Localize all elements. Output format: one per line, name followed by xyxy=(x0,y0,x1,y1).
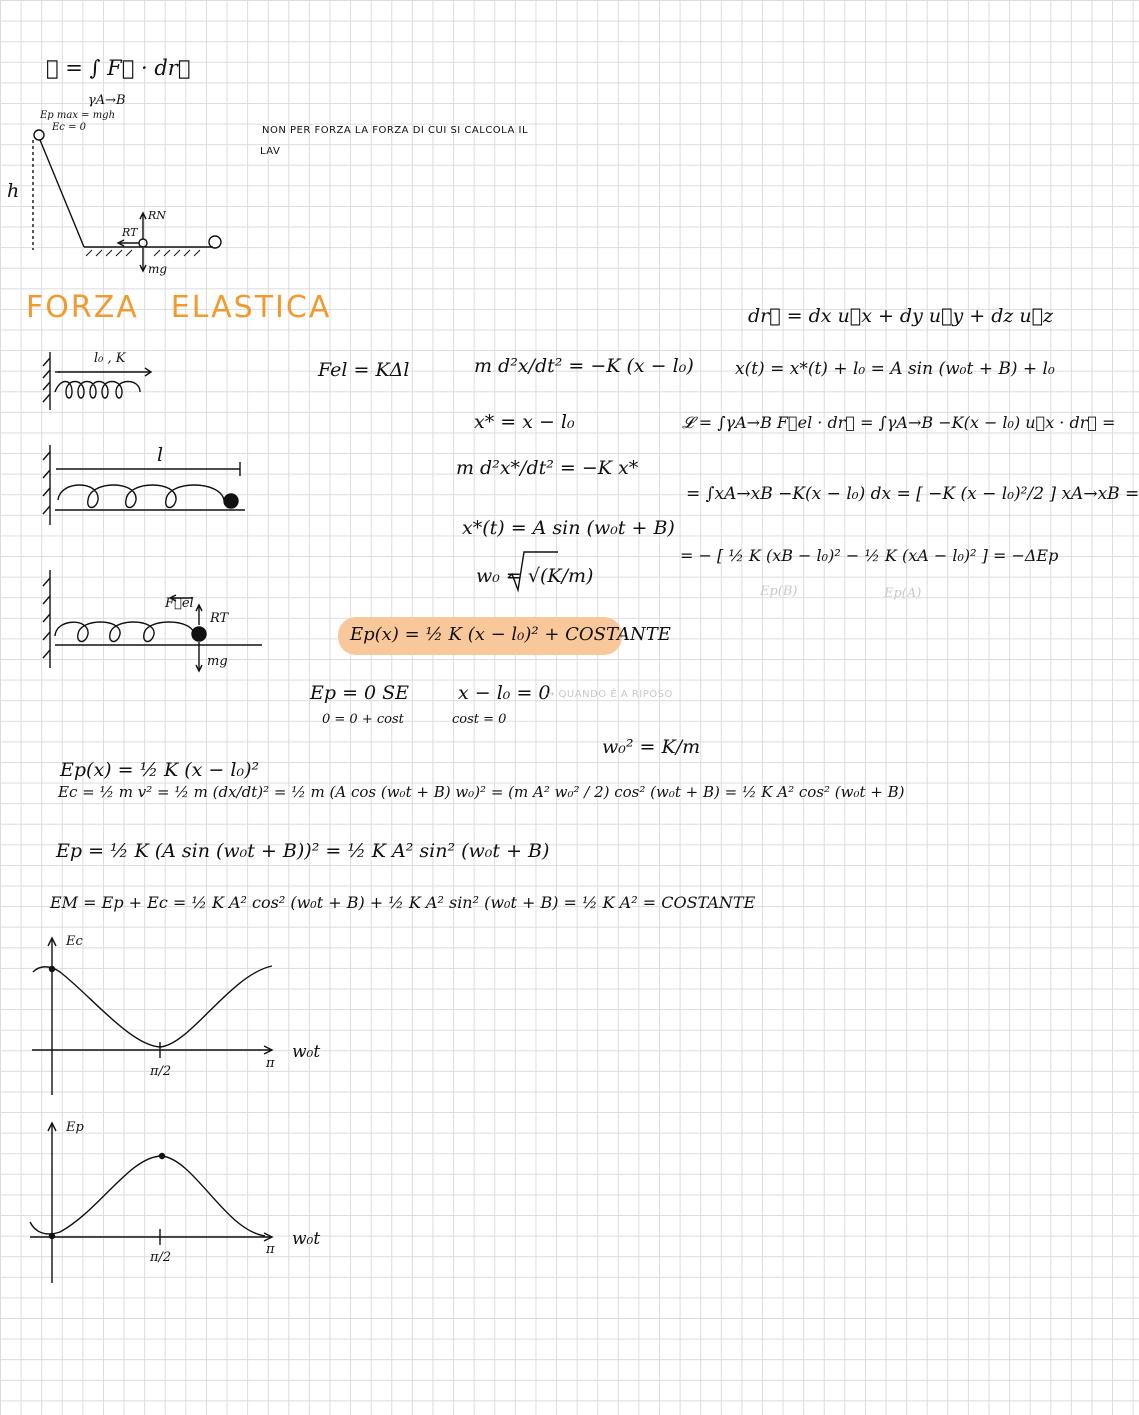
position-function: x(t) = x*(t) + l₀ = A sin (w₀t + B) + l₀ xyxy=(735,359,1055,379)
constant-equation-1: 0 = 0 + cost xyxy=(322,712,404,727)
note-line-2: LAV xyxy=(260,146,281,157)
reduced-equation: m d²x*/dt² = −K x* xyxy=(456,457,639,479)
work-integral-1: 𝓛 = ∫γA→B F⃗el · dr⃗ = ∫γA→B −K(x − l₀) u⃗x · dr⃗ = xyxy=(682,413,1116,432)
rt-label: RT xyxy=(122,226,138,239)
incline-diagram xyxy=(33,130,221,271)
graph1-end-label: π xyxy=(266,1056,275,1071)
rest-position-condition: x − l₀ = 0 xyxy=(458,682,551,704)
note-line-1: NON PER FORZA LA FORZA DI CUI SI CALCOLA IL xyxy=(262,125,529,136)
ec-zero-label: Ec = 0 xyxy=(52,122,86,133)
constant-equation-2: cost = 0 xyxy=(452,712,507,727)
angular-frequency-formula: w₀ = √(K/m) xyxy=(476,565,594,587)
work-path-label: γA→B xyxy=(88,93,126,108)
work-formula: 𝓛 = ∫ F⃗ · dr⃗ xyxy=(46,56,191,80)
height-label: h xyxy=(7,180,20,202)
displacement-vector: dr⃗ = dx u⃗x + dy u⃗y + dz u⃗z xyxy=(748,305,1054,327)
motion-equation: m d²x/dt² = −K (x − l₀) xyxy=(474,355,694,377)
ep-b-label: Ep(B) xyxy=(760,584,798,599)
rn-label: RN xyxy=(148,209,166,222)
w0-squared-formula: w₀² = K/m xyxy=(602,736,701,758)
graph1-tick-label: π/2 xyxy=(150,1064,172,1079)
ep-a-label: Ep(A) xyxy=(884,586,922,601)
mg-label: mg xyxy=(148,262,168,276)
solution-formula: x*(t) = A sin (w₀t + B) xyxy=(462,517,675,539)
title-word-2: ELASTICA xyxy=(170,290,332,325)
weight-label: mg xyxy=(207,654,228,669)
potential-energy-formula: Ep(x) = ½ K (x − l₀)² + COSTANTE xyxy=(350,624,671,645)
work-integral-2: = ∫xA→xB −K(x − l₀) dx = [ −K (x − l₀)²/2 ] xA→xB = xyxy=(686,484,1139,504)
ep-time-formula: Ep = ½ K (A sin (w₀t + B))² = ½ K A² sin² (w₀t + B) xyxy=(56,840,550,862)
ep-formula: Ep(x) = ½ K (x − l₀)² xyxy=(60,759,260,781)
spring-l0k-label: l₀ , K xyxy=(94,351,126,366)
ec-formula: Ec = ½ m v² = ½ m (dx/dt)² = ½ m (A cos (w₀t + B) w₀)² = (m A² w₀² / 2) cos² (w₀t + B) = ½ K A² cos² (w₀t + B) xyxy=(58,783,905,801)
elastic-force-formula: Fel = KΔl xyxy=(318,359,410,381)
spring-diagram-2 xyxy=(43,445,245,525)
section-title xyxy=(26,290,363,325)
title-word-1: FORZA xyxy=(26,290,139,325)
ep-max-label: Ep max = mgh xyxy=(40,110,116,121)
rest-note: → QUANDO È A RIPOSO xyxy=(546,689,673,700)
normal-force-label: RT xyxy=(210,611,229,626)
elastic-force-label: F⃗el xyxy=(165,596,194,611)
spring-length-label: l xyxy=(157,444,164,466)
graph1-x-label: w₀t xyxy=(292,1042,321,1062)
graph2-tick-label: π/2 xyxy=(150,1250,172,1265)
work-integral-3: = − [ ½ K (xB − l₀)² − ½ K (xA − l₀)² ] = −ΔEp xyxy=(680,546,1059,565)
substitution-formula: x* = x − l₀ xyxy=(474,411,575,433)
graph2-x-label: w₀t xyxy=(292,1229,321,1249)
graph2-y-label: Ep xyxy=(66,1120,84,1135)
mechanical-energy-formula: EM = Ep + Ec = ½ K A² cos² (w₀t + B) + ½ K A² sin² (w₀t + B) = ½ K A² = COSTANTE xyxy=(50,893,756,912)
graph2-end-label: π xyxy=(266,1242,275,1257)
ep-zero-condition: Ep = 0 SE xyxy=(310,682,410,704)
spring-diagram-3 xyxy=(43,570,262,671)
graph1-y-label: Ec xyxy=(66,934,83,949)
